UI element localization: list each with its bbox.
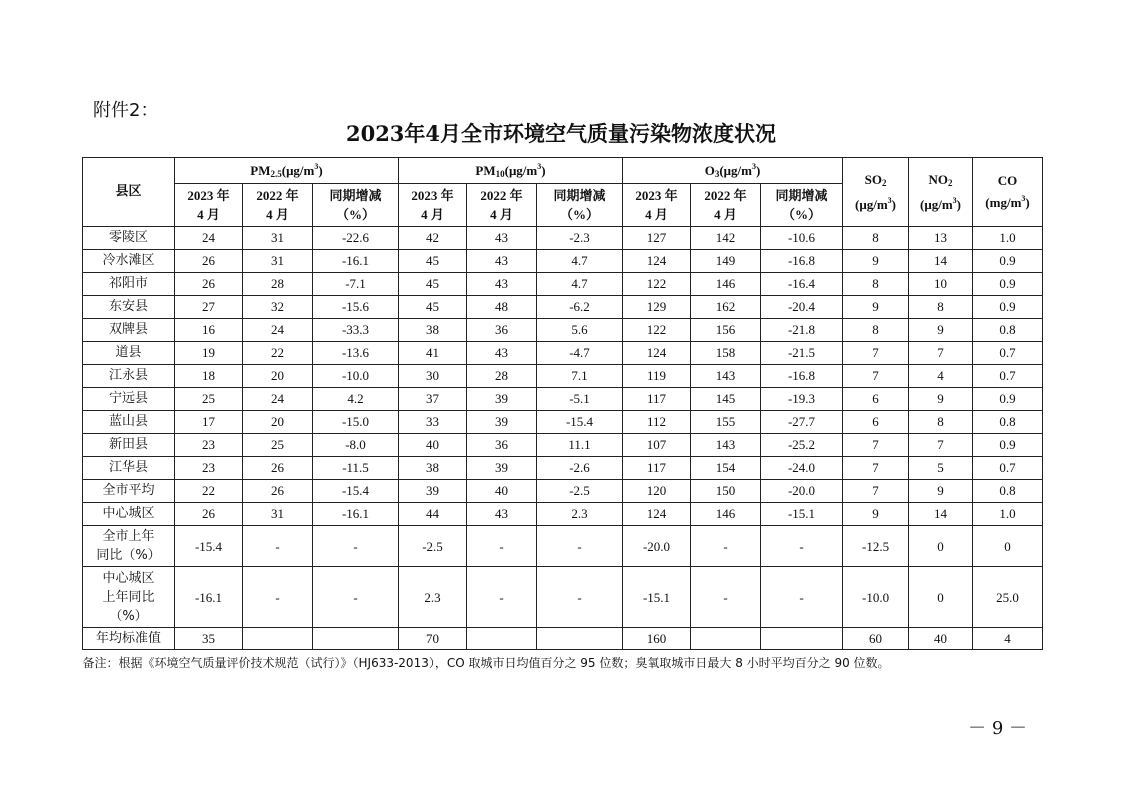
table-cell: 119 [623, 365, 691, 388]
table-cell: 124 [623, 250, 691, 273]
table-cell: 39 [467, 388, 537, 411]
table-row [83, 273, 1043, 296]
table-cell: 9 [843, 250, 909, 273]
row-label: 江华县 [83, 457, 175, 480]
header-pm25-change: 同期增减 （%） [313, 184, 399, 227]
table-cell: 150 [691, 480, 761, 503]
table-cell [243, 628, 313, 650]
table-cell: 26 [175, 250, 243, 273]
table-cell: 7 [843, 480, 909, 503]
row-label: 东安县 [83, 296, 175, 319]
table-cell: 18 [175, 365, 243, 388]
table-cell: 60 [843, 628, 909, 650]
table-cell [691, 628, 761, 650]
table-cell: -10.0 [313, 365, 399, 388]
table-cell: 0 [909, 526, 973, 567]
table-cell: 41 [399, 342, 467, 365]
header-pm25-2022: 2022 年 4 月 [243, 184, 313, 227]
table-cell: -2.5 [399, 526, 467, 567]
table-cell: 149 [691, 250, 761, 273]
table-cell: -16.1 [313, 503, 399, 526]
table-cell: 13 [909, 227, 973, 250]
table-cell: -4.7 [537, 342, 623, 365]
table-cell: 143 [691, 434, 761, 457]
row-label: 全市上年 同比（%） [83, 526, 175, 567]
table-cell: -27.7 [761, 411, 843, 434]
table-cell: 20 [243, 365, 313, 388]
table-cell: -24.0 [761, 457, 843, 480]
table-cell: 8 [843, 319, 909, 342]
table-cell: 40 [467, 480, 537, 503]
table-cell: -16.1 [175, 567, 243, 628]
table-cell: -19.3 [761, 388, 843, 411]
header-o3: $O_3(\mu g/m^3)$ [623, 158, 843, 184]
table-cell: 0.7 [973, 457, 1043, 480]
table-row [83, 480, 1043, 503]
table-cell: 32 [243, 296, 313, 319]
table-cell: -33.3 [313, 319, 399, 342]
table-cell: 24 [243, 319, 313, 342]
table-cell: 6 [843, 411, 909, 434]
table-cell: 0 [973, 526, 1043, 567]
table-cell: 24 [175, 227, 243, 250]
table-cell: 39 [467, 457, 537, 480]
table-cell: -15.4 [175, 526, 243, 567]
table-cell: 31 [243, 503, 313, 526]
table-cell: 127 [623, 227, 691, 250]
table-cell: 2.3 [537, 503, 623, 526]
table-row [83, 457, 1043, 480]
table-cell: 0.8 [973, 411, 1043, 434]
table-cell: -10.6 [761, 227, 843, 250]
document-title: 2023年4月全市环境空气质量污染物浓度状况 [345, 121, 777, 146]
table-cell [467, 628, 537, 650]
row-label: 新田县 [83, 434, 175, 457]
table-row [83, 365, 1043, 388]
header-o3-2023: 2023 年 4 月 [623, 184, 691, 227]
table-cell: 10 [909, 273, 973, 296]
table-cell: 38 [399, 319, 467, 342]
table-cell: 38 [399, 457, 467, 480]
table-cell: -16.4 [761, 273, 843, 296]
table-cell: 20 [243, 411, 313, 434]
table-cell: - [313, 526, 399, 567]
table-cell: 158 [691, 342, 761, 365]
table-cell: 156 [691, 319, 761, 342]
table-cell: -15.0 [313, 411, 399, 434]
header-row-pollutants [83, 158, 1043, 184]
table-cell: - [313, 567, 399, 628]
header-pm10-2022: 2022 年 4 月 [467, 184, 537, 227]
table-cell: 7 [843, 434, 909, 457]
table-cell: -25.2 [761, 434, 843, 457]
table-cell: 22 [175, 480, 243, 503]
table-cell: 1.0 [973, 227, 1043, 250]
table-cell: 37 [399, 388, 467, 411]
header-so2: $SO_2$ $(\mu g/m^3)$ [843, 158, 909, 227]
table-cell: 26 [175, 503, 243, 526]
table-cell: 44 [399, 503, 467, 526]
table-cell: -20.4 [761, 296, 843, 319]
table-cell: -5.1 [537, 388, 623, 411]
table-cell: 25.0 [973, 567, 1043, 628]
table-cell: 160 [623, 628, 691, 650]
table-cell: 14 [909, 250, 973, 273]
table-cell [313, 628, 399, 650]
table-cell [537, 628, 623, 650]
header-o3-2022: 2022 年 4 月 [691, 184, 761, 227]
table-cell: - [243, 567, 313, 628]
header-pm10: $PM_{10}(\mu g/m^3)$ [399, 158, 623, 184]
table-cell: 27 [175, 296, 243, 319]
table-cell: - [467, 567, 537, 628]
table-cell: -20.0 [623, 526, 691, 567]
row-label: 祁阳市 [83, 273, 175, 296]
table-row [83, 503, 1043, 526]
table-cell: -15.1 [761, 503, 843, 526]
table-cell: 146 [691, 273, 761, 296]
table-cell: 36 [467, 434, 537, 457]
table-cell: 23 [175, 457, 243, 480]
table-cell: 30 [399, 365, 467, 388]
header-pm10-change: 同期增减 （%） [537, 184, 623, 227]
table-row [83, 250, 1043, 273]
table-cell: 9 [843, 503, 909, 526]
row-label: 江永县 [83, 365, 175, 388]
page-number: － 9 － [968, 718, 1027, 739]
table-cell: 45 [399, 250, 467, 273]
table-cell: 117 [623, 457, 691, 480]
table-cell: 22 [243, 342, 313, 365]
table-cell: - [243, 526, 313, 567]
table-row [83, 227, 1043, 250]
table-cell: 8 [909, 411, 973, 434]
header-region: 县区 [83, 158, 175, 227]
table-cell: -2.5 [537, 480, 623, 503]
table-row [83, 319, 1043, 342]
table-row-standard [83, 628, 1043, 650]
row-label: 零陵区 [83, 227, 175, 250]
table-cell: 43 [467, 227, 537, 250]
table-cell [761, 628, 843, 650]
table-cell: 0.9 [973, 273, 1043, 296]
row-label: 双牌县 [83, 319, 175, 342]
footnote: 备注：根据《环境空气质量评价技术规范（试行）》（HJ633-2013），CO 取城市日均值百分之 95 位数；臭氧取城市日最大 8 小时平均百分之 90 位数。 [83, 650, 1043, 673]
table-cell: 0.9 [973, 250, 1043, 273]
table-cell: 4 [909, 365, 973, 388]
table-cell: -7.1 [313, 273, 399, 296]
table-cell: -11.5 [313, 457, 399, 480]
table-cell: 129 [623, 296, 691, 319]
table-cell: - [761, 567, 843, 628]
table-cell: 9 [909, 480, 973, 503]
table-row [83, 434, 1043, 457]
row-label: 中心城区 [83, 503, 175, 526]
table-cell: 25 [175, 388, 243, 411]
table-cell: 17 [175, 411, 243, 434]
header-pm25-2023: 2023 年 4 月 [175, 184, 243, 227]
table-cell: -2.6 [537, 457, 623, 480]
table-cell: 7.1 [537, 365, 623, 388]
table-row [83, 296, 1043, 319]
pollution-table [82, 157, 1043, 672]
table-cell: 1.0 [973, 503, 1043, 526]
table-row-yoy-center [83, 567, 1043, 628]
table-cell: 145 [691, 388, 761, 411]
table-cell: 0.8 [973, 480, 1043, 503]
table-cell: 117 [623, 388, 691, 411]
row-label: 中心城区 上年同比 （%） [83, 567, 175, 628]
table-row-yoy-city [83, 526, 1043, 567]
table-cell: 26 [175, 273, 243, 296]
table-cell: -2.3 [537, 227, 623, 250]
table-cell: 8 [843, 273, 909, 296]
table-cell: 6 [843, 388, 909, 411]
table-cell: 107 [623, 434, 691, 457]
table-cell: 112 [623, 411, 691, 434]
table-cell: 0.7 [973, 342, 1043, 365]
table-cell: 24 [243, 388, 313, 411]
table-cell: -15.4 [313, 480, 399, 503]
table-cell: 39 [399, 480, 467, 503]
table-cell: -20.0 [761, 480, 843, 503]
table-cell: 4.7 [537, 273, 623, 296]
table-cell: 0.9 [973, 296, 1043, 319]
table-cell: 25 [243, 434, 313, 457]
table-cell: 0.9 [973, 388, 1043, 411]
table-cell: 120 [623, 480, 691, 503]
table-cell: -6.2 [537, 296, 623, 319]
table-cell: -15.1 [623, 567, 691, 628]
note-row [83, 650, 1043, 673]
header-pm10-2023: 2023 年 4 月 [399, 184, 467, 227]
table-cell: 40 [909, 628, 973, 650]
header-pm25: $PM_{2.5}(\mu g/m^3)$ [175, 158, 399, 184]
table-cell: 26 [243, 480, 313, 503]
table-cell: 16 [175, 319, 243, 342]
table-cell: 35 [175, 628, 243, 650]
table-cell: -15.6 [313, 296, 399, 319]
table-cell: - [761, 526, 843, 567]
table-cell: 4.7 [537, 250, 623, 273]
table-cell: 33 [399, 411, 467, 434]
table-cell: 0.7 [973, 365, 1043, 388]
table-cell: 48 [467, 296, 537, 319]
table-cell: -22.6 [313, 227, 399, 250]
table-cell: 28 [467, 365, 537, 388]
table-cell: - [537, 526, 623, 567]
table-cell: 40 [399, 434, 467, 457]
table-cell: 0 [909, 567, 973, 628]
table-cell: 42 [399, 227, 467, 250]
table-cell: 146 [691, 503, 761, 526]
table-cell: -16.8 [761, 365, 843, 388]
table-cell: -13.6 [313, 342, 399, 365]
table-cell: 23 [175, 434, 243, 457]
table-cell: 7 [843, 342, 909, 365]
table-cell: 11.1 [537, 434, 623, 457]
table-cell: 7 [843, 457, 909, 480]
table-cell: 0.9 [973, 434, 1043, 457]
table-cell: 9 [909, 319, 973, 342]
table-cell: 43 [467, 273, 537, 296]
table-cell: 31 [243, 250, 313, 273]
table-cell: 14 [909, 503, 973, 526]
table-cell: 36 [467, 319, 537, 342]
table-cell: 9 [909, 388, 973, 411]
table-cell: 31 [243, 227, 313, 250]
table-cell: 19 [175, 342, 243, 365]
table-cell: 2.3 [399, 567, 467, 628]
table-cell: - [467, 526, 537, 567]
table-cell: 8 [843, 227, 909, 250]
table-cell: 0.8 [973, 319, 1043, 342]
header-o3-change: 同期增减 （%） [761, 184, 843, 227]
table-cell: 155 [691, 411, 761, 434]
row-label: 全市平均 [83, 480, 175, 503]
table-cell: -21.5 [761, 342, 843, 365]
table-cell: 143 [691, 365, 761, 388]
table-cell: 45 [399, 273, 467, 296]
table-cell: 4.2 [313, 388, 399, 411]
table-cell: 28 [243, 273, 313, 296]
table-cell: -8.0 [313, 434, 399, 457]
table-cell: 43 [467, 503, 537, 526]
table-cell: 43 [467, 342, 537, 365]
table-row [83, 342, 1043, 365]
table-cell: - [691, 567, 761, 628]
table-cell: - [537, 567, 623, 628]
table-cell: 154 [691, 457, 761, 480]
table-cell: -15.4 [537, 411, 623, 434]
row-label: 蓝山县 [83, 411, 175, 434]
table-cell: 124 [623, 342, 691, 365]
table-cell: 5 [909, 457, 973, 480]
table-cell: 7 [909, 434, 973, 457]
table-body [83, 227, 1043, 650]
table-cell: 8 [909, 296, 973, 319]
table-cell: 122 [623, 273, 691, 296]
table-cell: -10.0 [843, 567, 909, 628]
table-cell: -21.8 [761, 319, 843, 342]
header-co: CO $(mg/m^3)$ [973, 158, 1043, 227]
table-cell: 124 [623, 503, 691, 526]
header-no2: $NO_2$ $(\mu g/m^3)$ [909, 158, 973, 227]
row-label: 道县 [83, 342, 175, 365]
row-label: 宁远县 [83, 388, 175, 411]
table-cell: 122 [623, 319, 691, 342]
table-cell: 26 [243, 457, 313, 480]
table-cell: 70 [399, 628, 467, 650]
table-cell: 7 [909, 342, 973, 365]
table-row [83, 411, 1043, 434]
table-cell: -16.8 [761, 250, 843, 273]
table-cell: 9 [843, 296, 909, 319]
attachment-label: 附件2： [93, 100, 159, 121]
table-cell: 142 [691, 227, 761, 250]
table-cell: 45 [399, 296, 467, 319]
table-cell: -16.1 [313, 250, 399, 273]
table-cell: -12.5 [843, 526, 909, 567]
table-cell: 43 [467, 250, 537, 273]
row-label: 年均标准值 [83, 628, 175, 650]
table-cell: - [691, 526, 761, 567]
row-label: 冷水滩区 [83, 250, 175, 273]
table-row [83, 388, 1043, 411]
table-cell: 162 [691, 296, 761, 319]
table-cell: 5.6 [537, 319, 623, 342]
table-cell: 4 [973, 628, 1043, 650]
table-cell: 39 [467, 411, 537, 434]
table-cell: 7 [843, 365, 909, 388]
